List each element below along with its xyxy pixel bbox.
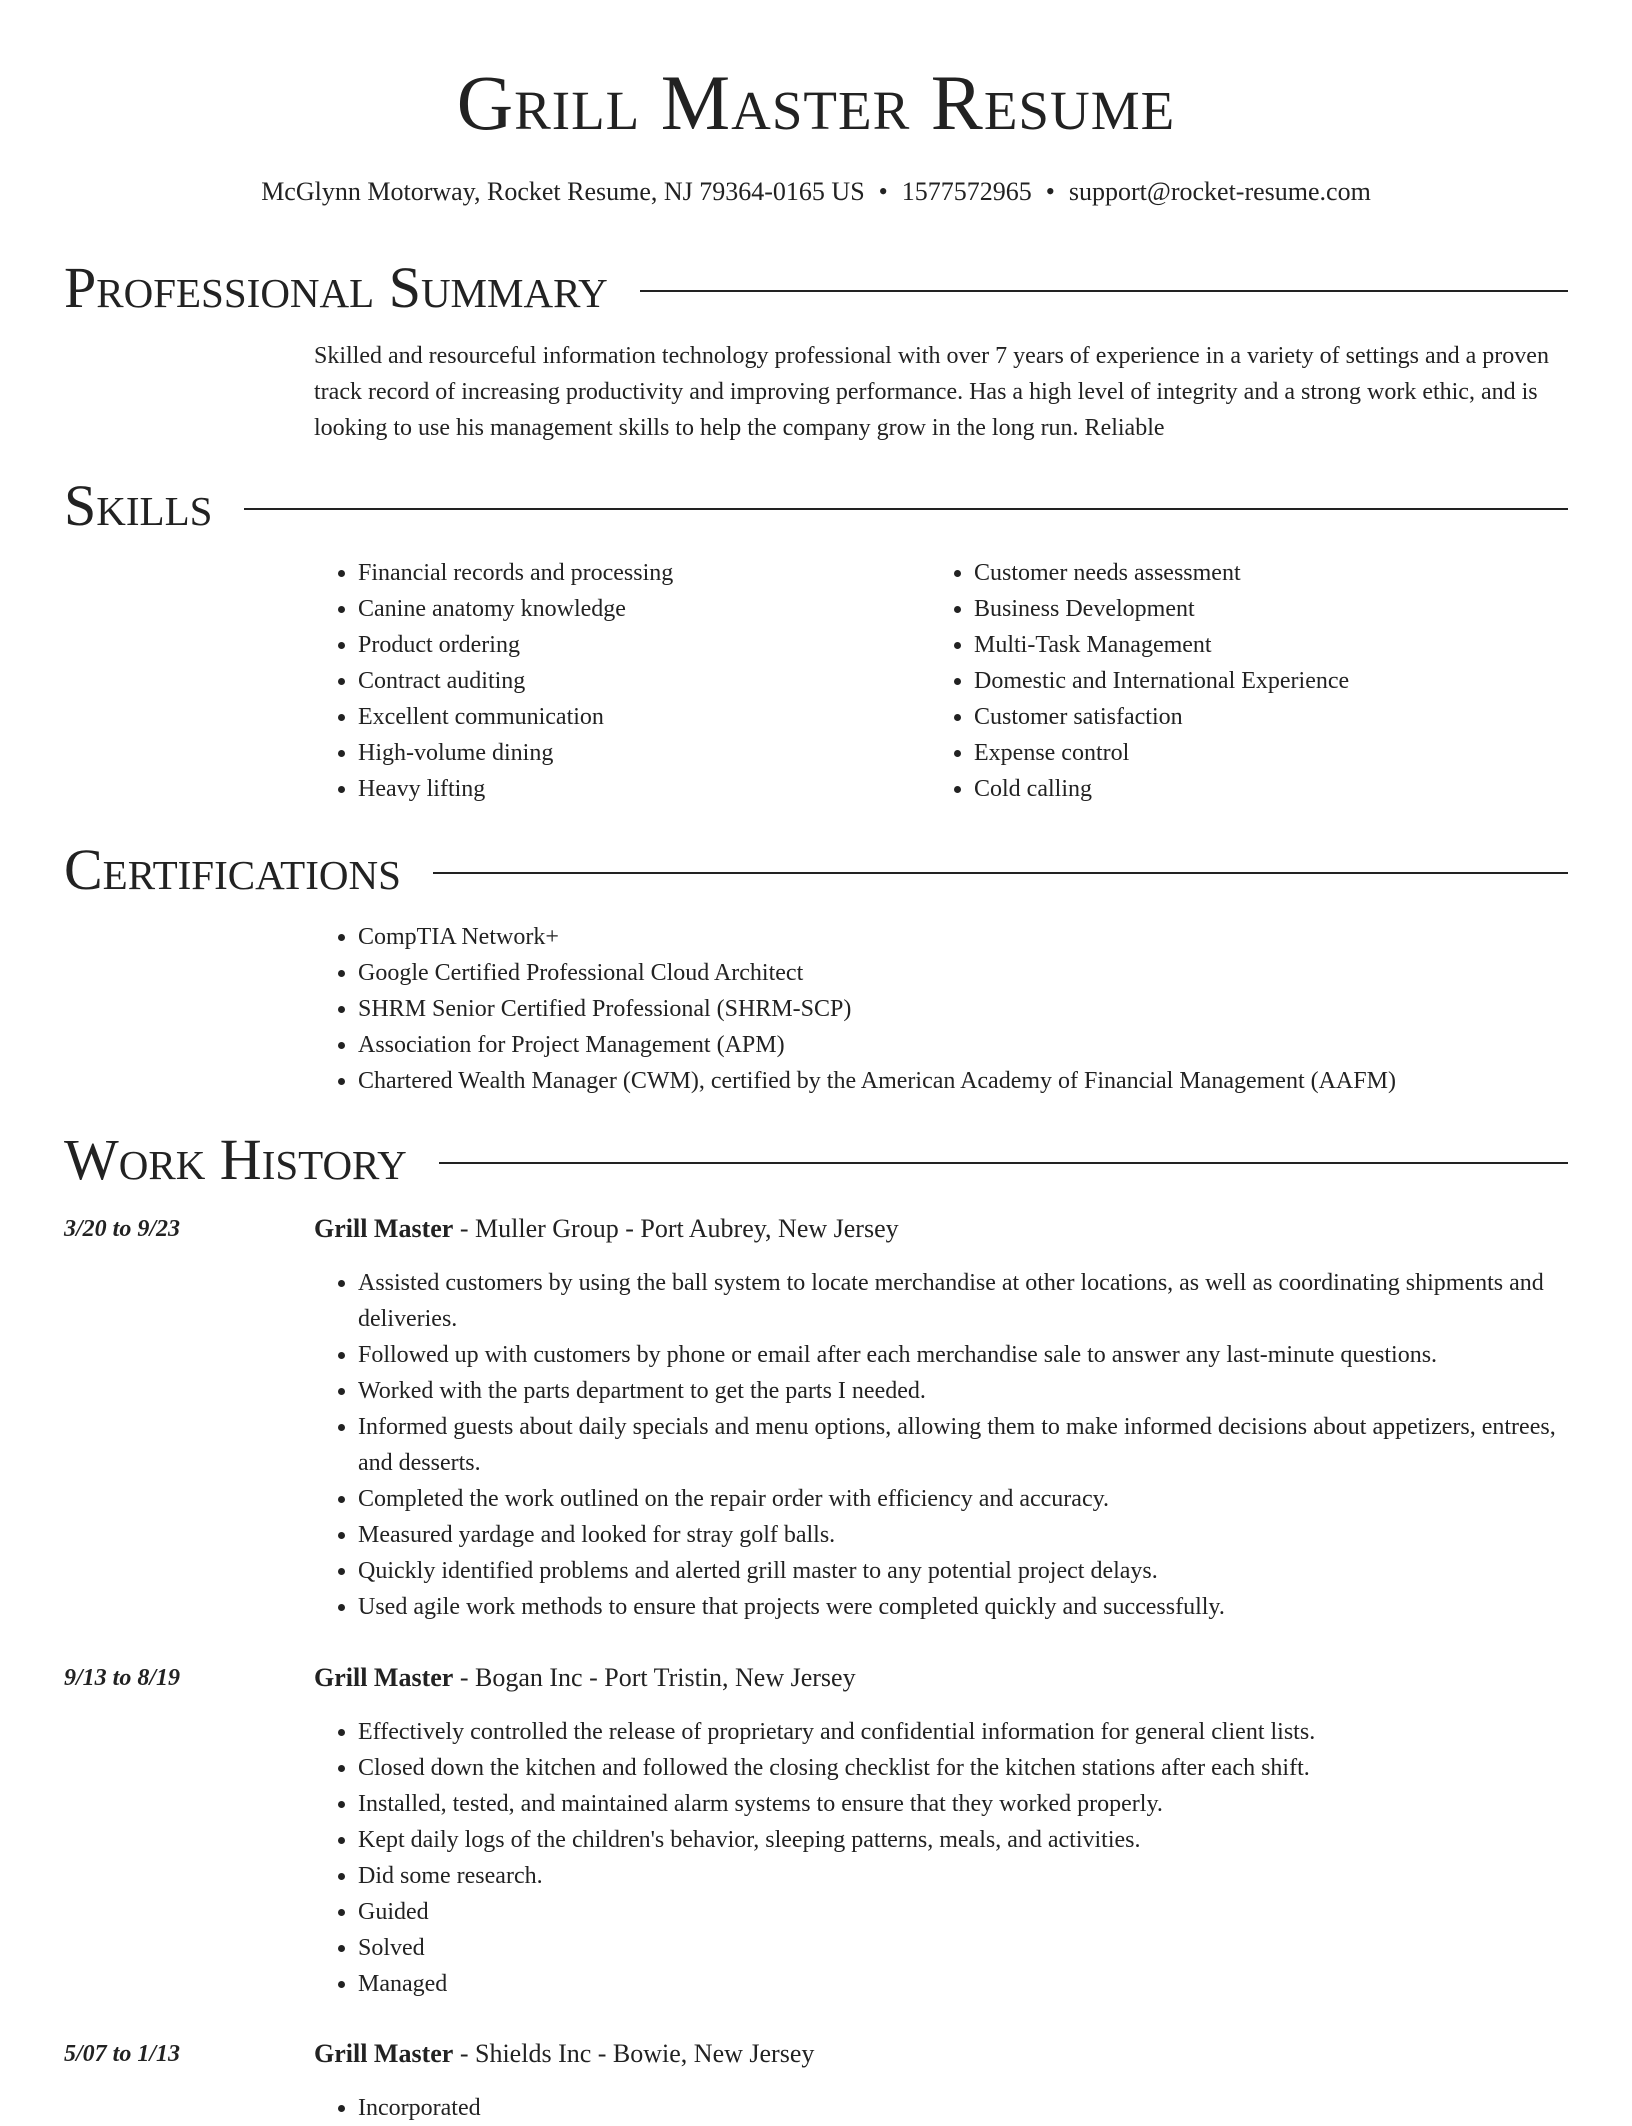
skills-list-left	[314, 555, 914, 807]
job-dates: 9/13 to 8/19	[64, 1665, 181, 1691]
skill-item: • Canine anatomy knowledge	[358, 591, 914, 627]
job-title: Grill Master	[314, 2039, 454, 2068]
contact-address: McGlynn Motorway, Rocket Resume, NJ 79364-0165 US	[261, 177, 865, 206]
skills-column-right	[930, 555, 1570, 807]
skill-item: • Financial records and processing	[358, 555, 914, 591]
summary-text: Skilled and resourceful information technology professional with over 7 years of experience in a variety of settings and a proven track record of increasing productivity and improving performance. Has a high level of integrity and a strong work ethic, and is looking to use his management skills to help the company grow in the long run. Reliable	[314, 343, 1549, 441]
job-employer-location: - Muller Group - Port Aubrey, New Jersey	[453, 1214, 899, 1243]
skill-item: • Business Development	[974, 591, 1570, 627]
section-header-summary	[64, 255, 1568, 321]
section-divider	[439, 1162, 1568, 1164]
contact-line	[0, 174, 1632, 210]
skills-column-left	[314, 555, 914, 807]
job-duty-item: • Managed	[358, 1966, 1568, 2002]
section-divider	[433, 872, 1568, 874]
job-duty-item: • Closed down the kitchen and followed the closing checklist for the kitchen stations after each shift.	[358, 1750, 1568, 1786]
job-title: Grill Master	[314, 1214, 454, 1243]
section-title-skills: Skills	[64, 473, 213, 538]
job-duty-item: • Worked with the parts department to get the parts I needed.	[358, 1373, 1568, 1409]
job-duty-item: • Effectively controlled the release of proprietary and confidential information for general client lists.	[358, 1714, 1568, 1750]
job-duty-item: • Guided	[358, 1894, 1568, 1930]
section-divider	[640, 290, 1568, 292]
section-header-certifications	[64, 837, 1568, 903]
skill-item: • Cold calling	[974, 771, 1570, 807]
skill-item: • Multi-Task Management	[974, 627, 1570, 663]
skill-item: • Expense control	[974, 735, 1570, 771]
job-duties-list	[314, 1714, 1568, 2002]
job-duty-item: • Followed up with customers by phone or email after each merchandise sale to answer any last-minute questions.	[358, 1337, 1568, 1373]
job-duty-item: • Installed, tested, and maintained alarm systems to ensure that they worked properly.	[358, 1786, 1568, 1822]
skill-item: • Product ordering	[358, 627, 914, 663]
job-duty-item: • Measured yardage and looked for stray golf balls.	[358, 1517, 1568, 1553]
certification-item: • CompTIA Network+	[358, 919, 1568, 955]
job-heading	[314, 1660, 856, 1696]
job-duty-item: • Used agile work methods to ensure that projects were completed quickly and successfully.	[358, 1589, 1568, 1625]
skills-list-right	[930, 555, 1570, 807]
certification-item: • Google Certified Professional Cloud Architect	[358, 955, 1568, 991]
job-duty-item: • Solved	[358, 1930, 1568, 1966]
job-employer-location: - Bogan Inc - Port Tristin, New Jersey	[453, 1663, 856, 1692]
job-duty-item: • Kept daily logs of the children's behavior, sleeping patterns, meals, and activities.	[358, 1822, 1568, 1858]
job-bullets	[314, 1714, 1568, 2002]
job-heading	[314, 2036, 814, 2072]
skill-item: • Customer needs assessment	[974, 555, 1570, 591]
contact-email[interactable]: support@rocket-resume.com	[1068, 177, 1371, 206]
section-title-summary: Professional Summary	[64, 255, 608, 320]
section-header-skills	[64, 473, 1568, 539]
job-duty-item: • Quickly identified problems and alerted grill master to any potential project delays.	[358, 1553, 1568, 1589]
job-duties-list	[314, 1265, 1568, 1625]
skill-item: • Contract auditing	[358, 663, 914, 699]
contact-separator: •	[1045, 177, 1055, 206]
skill-item: • Excellent communication	[358, 699, 914, 735]
job-bullets	[314, 1265, 1568, 1625]
job-duty-item: • Assisted customers by using the ball system to locate merchandise at other locations, as well as coordinating shipments and deliveries.	[358, 1265, 1568, 1337]
job-bullets	[314, 2090, 1568, 2126]
certification-item: • Chartered Wealth Manager (CWM), certified by the American Academy of Financial Management (AAFM)	[358, 1063, 1568, 1099]
resume-title: Grill Master Resume	[456, 59, 1176, 146]
skill-item: • Domestic and International Experience	[974, 663, 1570, 699]
section-header-work-history	[64, 1127, 1568, 1193]
section-divider	[244, 508, 1568, 510]
skill-item: • Customer satisfaction	[974, 699, 1570, 735]
contact-phone: 1577572965	[901, 177, 1032, 206]
skill-item: • Heavy lifting	[358, 771, 914, 807]
certification-item: • Association for Project Management (APM)	[358, 1027, 1568, 1063]
certification-item: • SHRM Senior Certified Professional (SHRM-SCP)	[358, 991, 1568, 1027]
contact-separator: •	[878, 177, 888, 206]
job-duty-item: • Incorporated	[358, 2090, 1568, 2126]
job-duty-item: • Did some research.	[358, 1858, 1568, 1894]
job-employer-location: - Shields Inc - Bowie, New Jersey	[453, 2039, 815, 2068]
section-title-certifications: Certifications	[64, 837, 401, 902]
job-heading	[314, 1211, 899, 1247]
section-title-work-history: Work History	[64, 1127, 407, 1192]
skill-item: • High-volume dining	[358, 735, 914, 771]
job-title: Grill Master	[314, 1663, 454, 1692]
certifications-list	[314, 919, 1568, 1099]
job-duties-list	[314, 2090, 1568, 2126]
job-dates: 5/07 to 1/13	[64, 2041, 181, 2067]
certifications-block	[314, 919, 1568, 1099]
job-dates: 3/20 to 9/23	[64, 1216, 181, 1242]
job-duty-item: • Completed the work outlined on the repair order with efficiency and accuracy.	[358, 1481, 1568, 1517]
job-duty-item: • Informed guests about daily specials and menu options, allowing them to make informed decisions about appetizers, entrees, and desserts.	[358, 1409, 1568, 1481]
